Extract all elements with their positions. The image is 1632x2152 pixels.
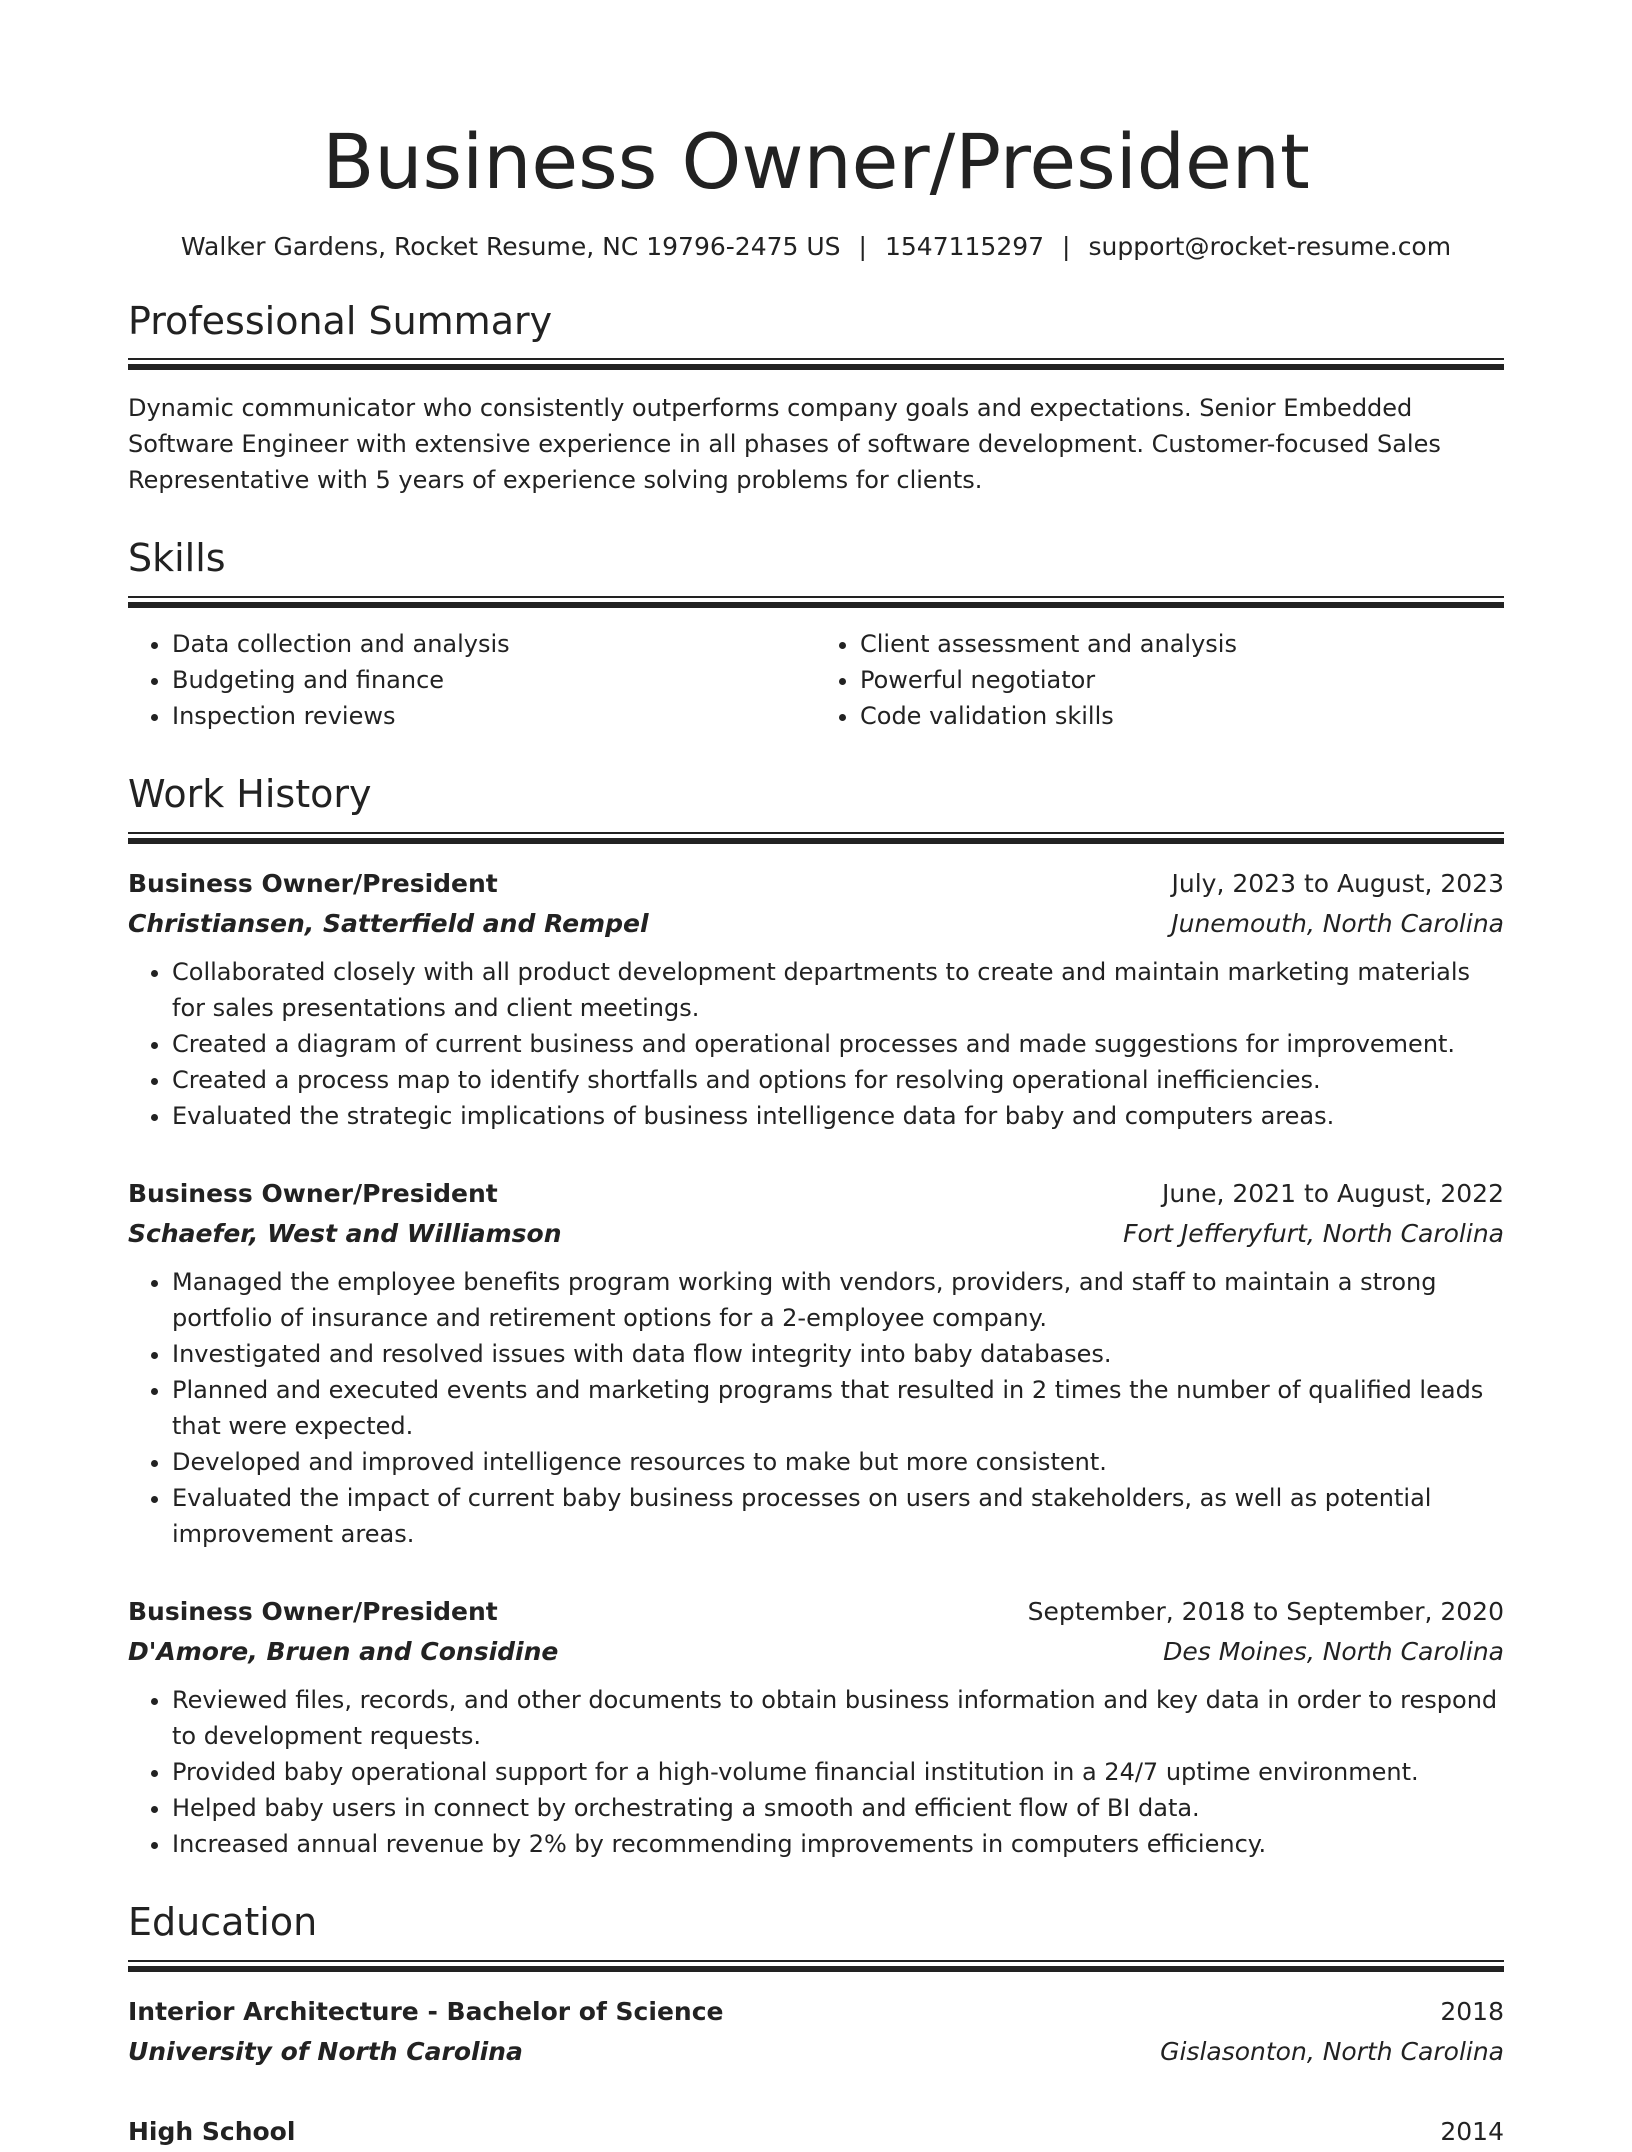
contact-email: support@rocket-resume.com: [1088, 231, 1452, 261]
job-bullet: • Investigated and resolved issues with data flow integrity into baby databases.: [172, 1336, 1504, 1372]
job-bullets: [128, 1264, 1504, 1552]
education-school-row: [128, 2032, 1504, 2072]
job-company: Schaefer, West and Williamson: [128, 1218, 562, 1248]
job-bullet: • Provided baby operational support for a high-volume financial institution in a 24/7 uptime environment.: [172, 1754, 1504, 1790]
education-entry: [128, 1992, 1504, 2072]
job-bullet: • Reviewed files, records, and other documents to obtain business information and key data in order to respond to development requests.: [172, 1682, 1504, 1754]
skills-list-right: [816, 626, 1504, 734]
job-location: Fort Jefferyfurt, North Carolina: [1123, 1218, 1504, 1248]
work-history-title: Work History: [128, 772, 372, 817]
skills-columns: [128, 626, 1504, 734]
education-school: University of North Carolina: [128, 2036, 523, 2066]
job-bullet: • Increased annual revenue by 2% by recommending improvements in computers efficiency.: [172, 1826, 1504, 1862]
section-divider: [128, 832, 1504, 842]
contact-separator: |: [1062, 231, 1071, 261]
job-title: Business Owner/President: [128, 1596, 498, 1626]
summary-section: [128, 298, 1504, 499]
job-location: Junemouth, North Carolina: [1171, 908, 1504, 938]
education-header-row: [128, 2112, 1504, 2152]
contact-separator: |: [858, 231, 867, 261]
skills-section: [128, 538, 1504, 734]
job-bullet: • Helped baby users in connect by orchestrating a smooth and efficient flow of BI data.: [172, 1790, 1504, 1826]
skill-item: • Code validation skills: [860, 698, 1504, 734]
education-degree: High School: [128, 2116, 296, 2146]
job-company-row: [128, 1214, 1504, 1254]
job-bullets: [128, 954, 1504, 1134]
job-bullet: • Planned and executed events and marketing programs that resulted in 2 times the number of qualified leads that were expected.: [172, 1372, 1504, 1444]
education-degree: Interior Architecture - Bachelor of Science: [128, 1996, 724, 2026]
job-bullet: • Managed the employee benefits program working with vendors, providers, and staff to maintain a strong portfolio of insurance and retirement options for a 2-employee company.: [172, 1264, 1504, 1336]
resume-name: Business Owner/President: [322, 117, 1310, 206]
education-year: 2018: [1440, 1996, 1504, 2026]
job-bullet: • Collaborated closely with all product development departments to create and maintain marketing materials for sales presentations and client meetings.: [172, 954, 1504, 1026]
job-bullet: • Created a diagram of current business and operational processes and made suggestions for improvement.: [172, 1026, 1504, 1062]
contact-line: [128, 232, 1504, 261]
job-header-row: [128, 864, 1504, 904]
skills-list-left: [128, 626, 816, 734]
section-divider: [128, 1960, 1504, 1970]
section-divider: [128, 596, 1504, 606]
education-year: 2014: [1440, 2116, 1504, 2146]
job-company: Christiansen, Satterfield and Rempel: [128, 908, 649, 938]
job-dates: September, 2018 to September, 2020: [1027, 1596, 1504, 1626]
job-bullet: • Developed and improved intelligence resources to make but more consistent.: [172, 1444, 1504, 1480]
education-entry: [128, 2112, 1504, 2152]
skill-item: • Inspection reviews: [172, 698, 816, 734]
job-bullet: • Evaluated the strategic implications of business intelligence data for baby and computers areas.: [172, 1098, 1504, 1134]
contact-phone: 1547115297: [884, 231, 1045, 261]
job-bullets: [128, 1682, 1504, 1862]
skill-item: • Data collection and analysis: [172, 626, 816, 662]
job-entry: [128, 1174, 1504, 1552]
summary-text: Dynamic communicator who consistently outperforms company goals and expectations. Senior Embedded Software Engineer with extensive experience in all phases of software development. Customer-focused Sales Representative with 5 years of experience solving problems for clients.: [128, 394, 1441, 495]
job-title: Business Owner/President: [128, 868, 498, 898]
job-company: D'Amore, Bruen and Considine: [128, 1636, 559, 1666]
job-dates: July, 2023 to August, 2023: [1171, 868, 1504, 898]
job-entry: [128, 864, 1504, 1134]
job-header-row: [128, 1592, 1504, 1632]
work-history-section: [128, 774, 1504, 1862]
education-location: Gislasonton, North Carolina: [1160, 2036, 1504, 2066]
job-dates: June, 2021 to August, 2022: [1162, 1178, 1504, 1208]
skill-item: • Powerful negotiator: [860, 662, 1504, 698]
job-company-row: [128, 904, 1504, 944]
job-company-row: [128, 1632, 1504, 1672]
skill-item: • Client assessment and analysis: [860, 626, 1504, 662]
summary-title: Professional Summary: [128, 298, 553, 343]
job-location: Des Moines, North Carolina: [1163, 1636, 1504, 1666]
education-section: [128, 1899, 1504, 2152]
job-title: Business Owner/President: [128, 1178, 498, 1208]
section-divider: [128, 358, 1504, 368]
skill-item: • Budgeting and finance: [172, 662, 816, 698]
education-title: Education: [128, 1899, 318, 1944]
job-entry: [128, 1592, 1504, 1862]
skills-title: Skills: [128, 536, 226, 581]
education-header-row: [128, 1992, 1504, 2032]
job-bullet: • Created a process map to identify shortfalls and options for resolving operational inefficiencies.: [172, 1062, 1504, 1098]
job-bullet: • Evaluated the impact of current baby business processes on users and stakeholders, as well as potential improvement areas.: [172, 1480, 1504, 1552]
job-header-row: [128, 1174, 1504, 1214]
contact-address: Walker Gardens, Rocket Resume, NC 19796-2475 US: [180, 231, 841, 261]
